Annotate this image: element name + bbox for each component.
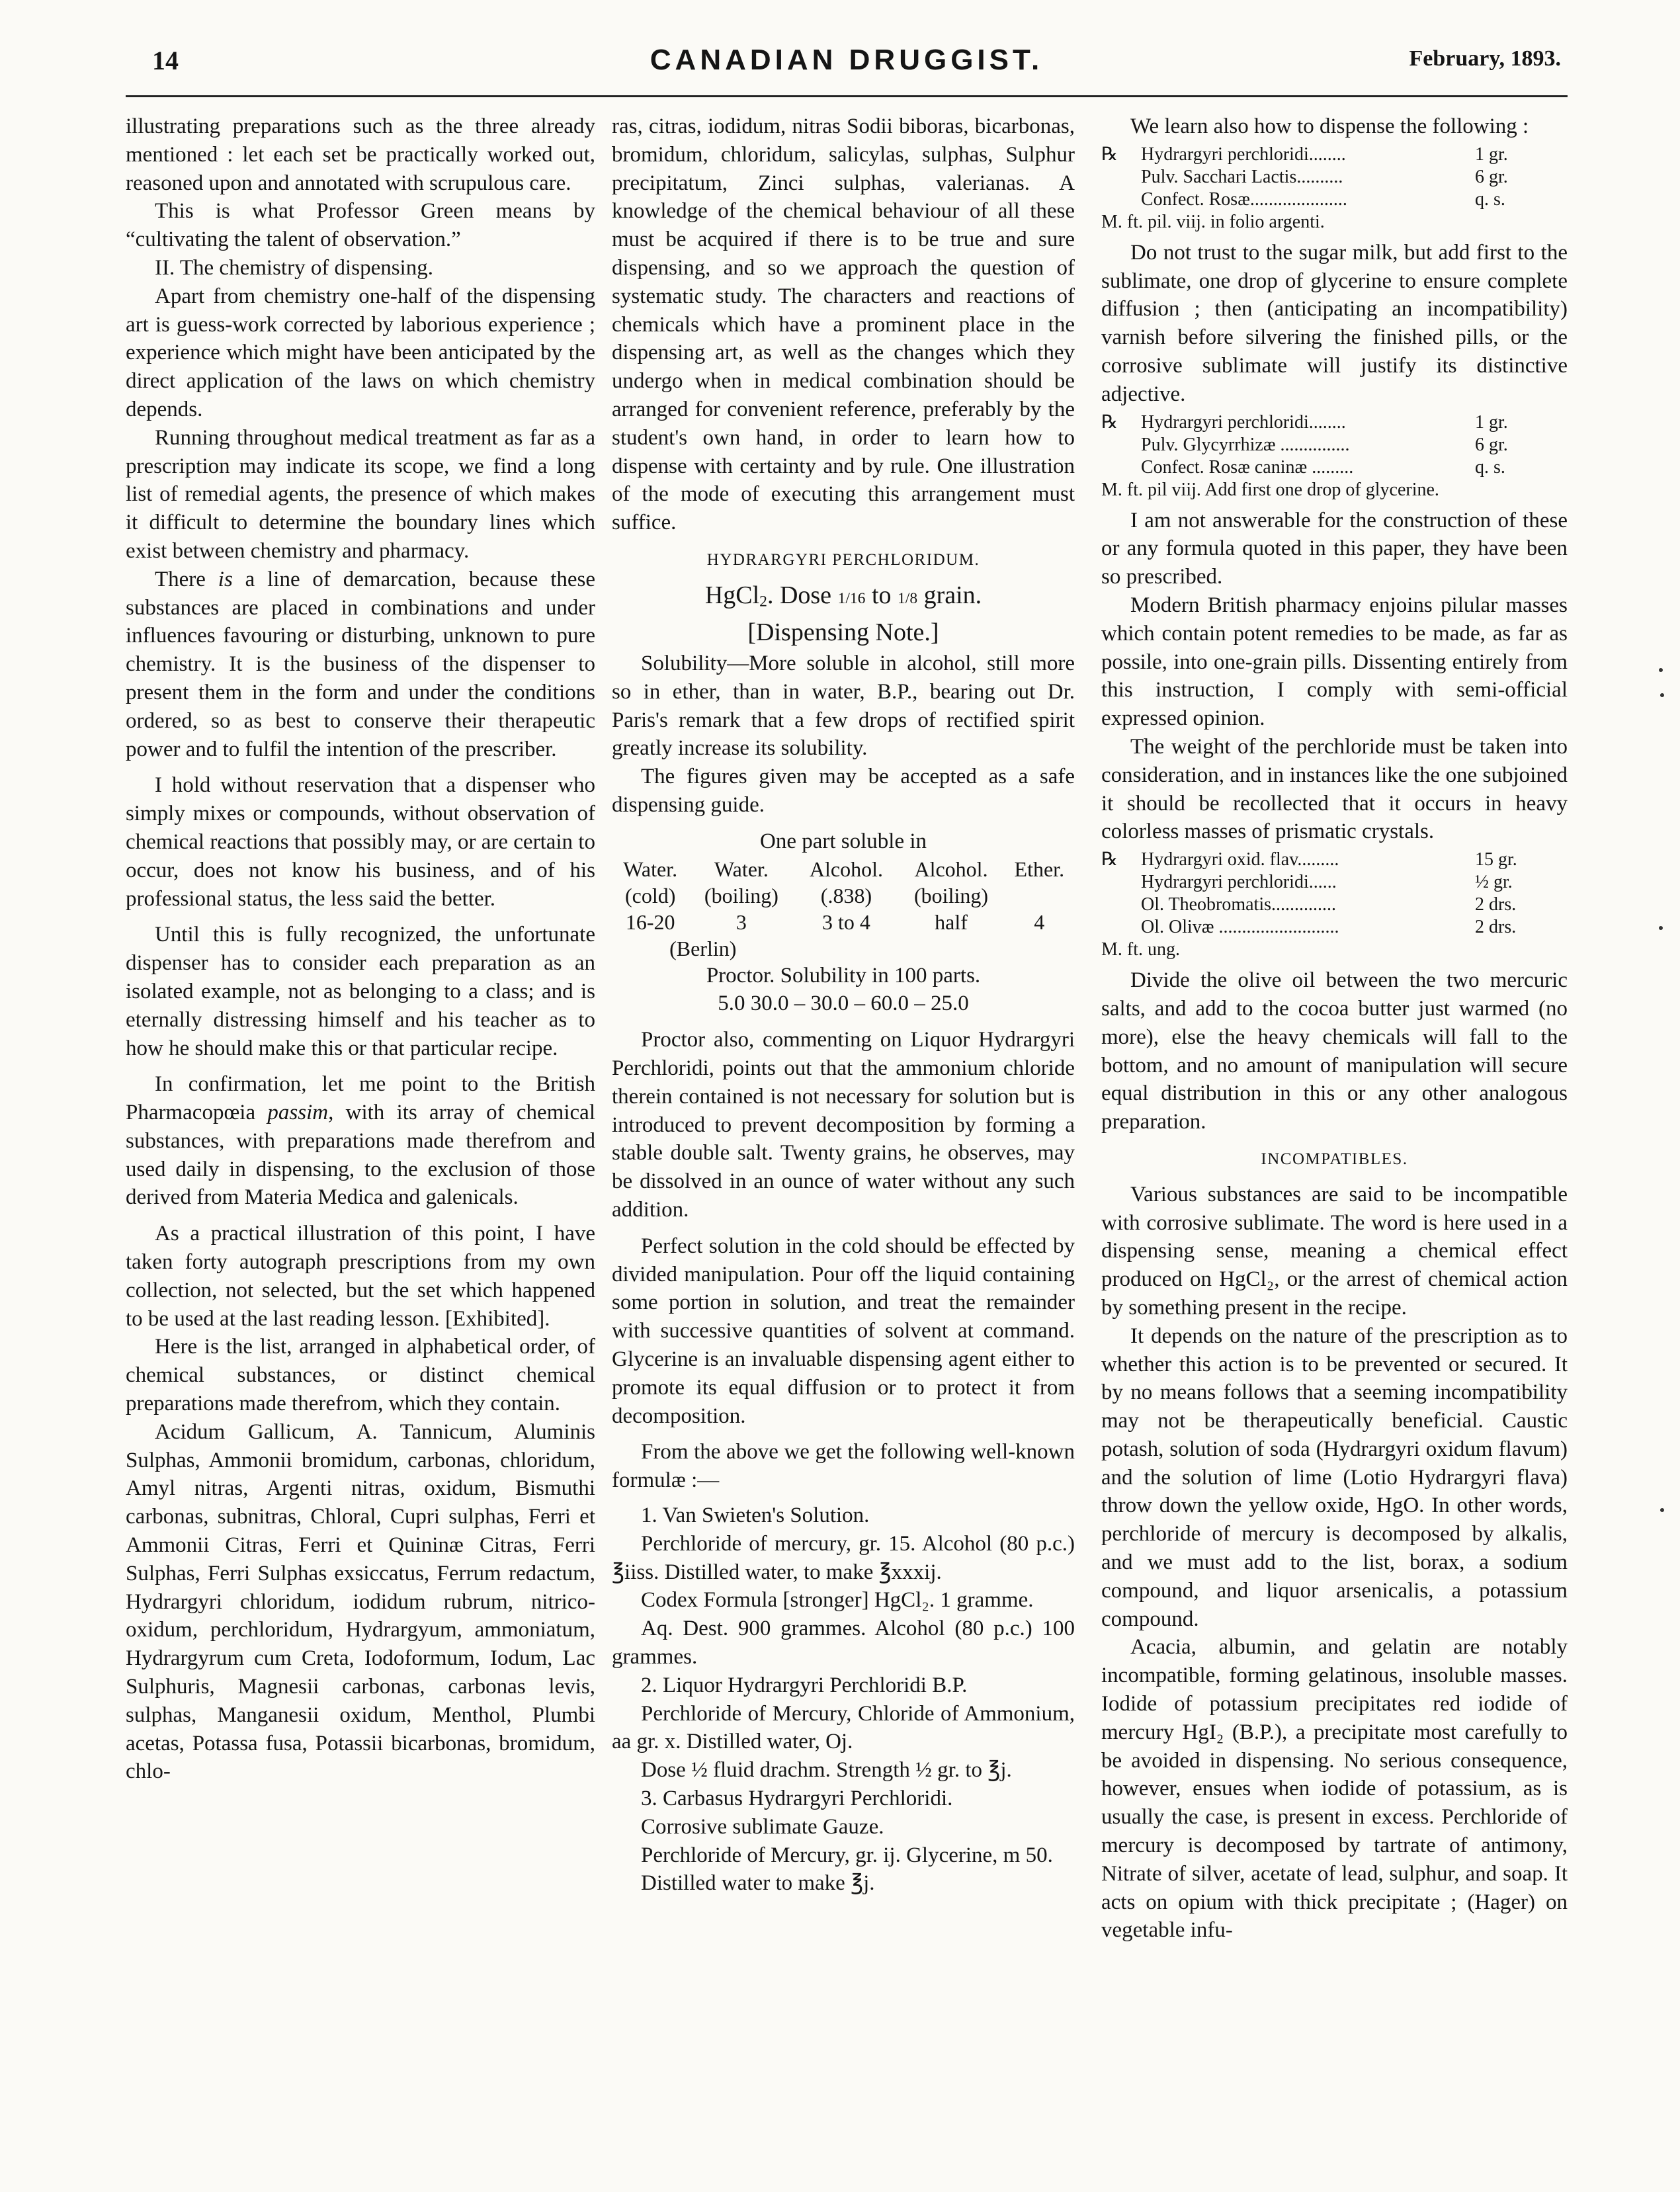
paragraph: Perchloride of Mercury, Chloride of Ammonium, aa gr. x. Distilled water, Oj. xyxy=(612,1701,1075,1754)
paragraph: Modern British pharmacy enjoins pilular masses which contain potent remedies to be made, as far as possile, into one-grain pills. Dissenting entirely from this instruction, I comply with semi-official expressed opinion. xyxy=(1101,593,1568,731)
formula-text: grain. xyxy=(917,581,982,609)
text-run: a line of demarcation, because these substances are placed in combinations and under influences favouring or disturbing, unknown to pure chemistry. It is the business of the dispenser to present them in the form and under the conditions ordered, so as best to conserve their therapeutic power and to fulfil the intention of the prescriber. xyxy=(126,567,595,761)
table-cell: half xyxy=(935,909,968,934)
paragraph: The weight of the perchloride must be taken into consideration, and in instances like the one subjoined it should be recollected that it occurs in heavy colorless masses of prismatic crystals. xyxy=(1101,734,1568,844)
scan-speck xyxy=(1659,668,1663,672)
page-header xyxy=(132,40,1561,79)
formula-text: . Dose xyxy=(767,581,838,609)
paragraph: Until this is fully recognized, the unfortunate dispenser has to consider each preparation as an isolated example, not as belonging to a class; and is eternally distressing himself and his teacher as to how he should make this or that particular recipe. xyxy=(126,923,595,1060)
table-cell: (.838) xyxy=(820,883,872,907)
table-cell xyxy=(794,935,1075,962)
paragraph: Running throughout medical treatment as far as a prescription may indicate its scope, we find a long list of remedial agents, the presence of which makes it difficult to determine the boundary lines which exist between chemistry and pharmacy. xyxy=(126,425,595,563)
prescription-note: M. ft. ung. xyxy=(1101,939,1180,960)
solubility-table xyxy=(612,856,1075,962)
prescription-line xyxy=(1101,411,1568,434)
page-number: 14 xyxy=(152,46,179,75)
ingredient: Hydrargyri perchloridi........ xyxy=(1141,411,1346,433)
prescription-line xyxy=(1101,189,1568,211)
paragraph: Perchloride of Mercury, gr. ij. Glycerine, m 50. xyxy=(641,1843,1053,1867)
formula-title: 3. Carbasus Hydrargyri Perchloridi. xyxy=(641,1786,953,1810)
paragraph: From the above we get the following well-known formulæ :— xyxy=(612,1440,1075,1493)
proctor-title: Proctor. Solubility in 100 parts. xyxy=(706,963,981,988)
paragraph xyxy=(126,566,595,764)
table-cell: 3 to 4 xyxy=(822,909,870,934)
table-cell: Alcohol. xyxy=(914,857,988,881)
paragraph: illustrating preparations such as the three already mentioned : let each set be practically worked out, reasoned upon and annotated with scrupulous care. xyxy=(126,114,595,195)
paragraph: Apart from chemistry one-half of the dispensing art is guess-work corrected by laborious experience ; experience which might have been anticipated by the direct application of the laws on which chemistry depends. xyxy=(126,284,595,421)
dose-fraction: 1/16 xyxy=(837,589,866,607)
paragraph: Acidum Gallicum, A. Tannicum, Aluminis Sulphas, Ammonii bromidum, carbonas, chloridum, Amyl nitras, Argenti nitras, oxidum, Bismuthi carbonas, subnitras, Chloral, Cupri sulphas, Ferri et Ammonii Citras, Ferri et Quininæ Citras, Ferri Sulphas, Ferri Sulphas exsiccatus, Ferrum redactum, Hydrargyri chloridum, iodidum rubrum, nitrico-oxidum, perchloridum, Hydrargyum, ammoniatum, Hydrargyrum cum Creta, Iodoformum, Iodum, Lac Sulphuris, Magnesii carbonas, carbonas levis, sulphas, Manganesii oxidum, Menthol, Plumbi acetas, Potassa fusa, Potassii bicarbonas, bromidum, chlo- xyxy=(126,1419,595,1784)
table-cell: (Berlin) xyxy=(669,936,737,960)
table-cell: 3 xyxy=(735,909,747,934)
column-1 xyxy=(126,112,595,1786)
quantity: ½ gr. xyxy=(1475,872,1513,893)
table-cell: Water. xyxy=(623,857,678,881)
prescription-2 xyxy=(1101,411,1568,501)
prescription-line xyxy=(1101,144,1568,166)
paragraph: Aq. Dest. 900 grammes. Alcohol (80 p.c.) 100 grammes. xyxy=(612,1617,1075,1669)
paragraph: Various substances are said to be incompatible with corrosive sublimate. The word is here used in a dispensing sense, meaning a chemical effect produced on HgCl₂, or the arrest of chemical action by something present in the recipe. xyxy=(1101,1182,1568,1320)
dose-formula xyxy=(612,581,1075,616)
ingredient: Pulv. Glycyrrhizæ ............... xyxy=(1141,434,1350,455)
section-heading: INCOMPATIBLES. xyxy=(1261,1150,1408,1168)
prescription-note: M. ft. pil. viij. in folio argenti. xyxy=(1101,211,1325,232)
table-cell: (boiling) xyxy=(704,883,778,907)
paragraph: The figures given may be accepted as a safe dispensing guide. xyxy=(612,765,1075,818)
ingredient: Confect. Rosæ caninæ ......... xyxy=(1141,456,1354,478)
paragraph: Perchloride of mercury, gr. 15. Alcohol (80 p.c.) ℥iiss. Distilled water, to make ℥xxxij. xyxy=(612,1531,1075,1584)
paragraph: Acacia, albumin, and gelatin are notably incompatible, forming gelatinous, insoluble masses. Iodide of potassium precipitates red iodide of mercury HgI₂ (B.P.), a precipitate most carefully to be avoided in dispensing. No serious consequence, however, ensues when iodide of potassium, as is usually the case, is present in excess. Perchloride of mercury is decomposed by tartrate of antimony, Nitrate of silver, acetate of lead, sulphur, and soap. It acts on opium with thick precipitate ; (Hager) on vegetable infu- xyxy=(1101,1635,1568,1943)
quantity: 2 drs. xyxy=(1475,917,1517,938)
scan-speck xyxy=(1659,926,1663,930)
table-cell: (boiling) xyxy=(914,883,988,907)
section-heading: HYDRARGYRI PERCHLORIDUM. xyxy=(706,550,980,569)
ingredient: Ol. Theobromatis.............. xyxy=(1141,894,1337,915)
paragraph: It depends on the nature of the prescription as to whether this action is to be prevented or secured. It by no means follows that a seeming incompatibility may not be therapeutically beneficial. Caustic potash, solution of soda (Hydrargyri oxidum flavum) and the solution of lime (Lotio Hydrargyri flava) throw down the yellow oxide, HgO. In other words, perchloride of mercury is decomposed by alkalis, and we must add to the list, borax, a sodium compound, and liquor arsenicalis, a potassium compound. xyxy=(1101,1324,1568,1631)
column-3 xyxy=(1101,112,1568,1945)
paragraph: We learn also how to dispense the following : xyxy=(1130,114,1529,138)
ingredient: Ol. Olivæ .......................... xyxy=(1141,917,1339,938)
text-run: In confirmation, let me point to the British Pharmacopœia xyxy=(126,1072,595,1125)
prescription-3 xyxy=(1101,849,1568,961)
paragraph: Corrosive sublimate Gauze. xyxy=(641,1814,884,1839)
formula-title: 1. Van Swieten's Solution. xyxy=(641,1503,870,1527)
formula-text: HgCl xyxy=(704,581,760,609)
journal-title: CANADIAN DRUGGIST. xyxy=(650,44,1044,76)
quantity: q. s. xyxy=(1475,189,1505,210)
paragraph xyxy=(126,1070,595,1212)
column-2 xyxy=(612,112,1075,1898)
emphasis: passim, xyxy=(267,1101,334,1125)
prescription-line xyxy=(1101,434,1568,456)
formula-title: 2. Liquor Hydrargyri Perchloridi B.P. xyxy=(641,1673,968,1697)
paragraph: ras, citras, iodidum, nitras Sodii biboras, bicarbonas, bromidum, chloridum, salicylas, sulphas, Sulphur precipitatum, Zinci sulphas, valerianas. A knowledge of the chemical behaviour of all these must be acquired if there is to be true and sure dispensing, and so we approach the question of systematic study. The characters and reactions of chemicals which have a prominent place in the dispensing art, as well as the changes which they undergo when in medical combination should be arranged for convenient reference, preferably by the student's own hand, in order to learn how to dispense with certainty and by rule. One illustration of the mode of executing this arrangement must suffice. xyxy=(612,114,1075,535)
paragraph: Distilled water to make ℥j. xyxy=(641,1871,875,1896)
recipe-symbol: ℞ xyxy=(1101,411,1118,433)
recipe-symbol: ℞ xyxy=(1101,144,1118,165)
text-run: There xyxy=(155,567,218,591)
text-run: with its array of chemical substances, with preparations made therefrom and used daily in dispensing, to the exclusion of those derived from Materia Medica and galenicals. xyxy=(126,1101,595,1210)
quantity: 2 drs. xyxy=(1475,894,1517,915)
quantity: 6 gr. xyxy=(1475,166,1508,187)
prescription-line xyxy=(1101,456,1568,479)
section-title: II. The chemistry of dispensing. xyxy=(155,255,433,280)
paragraph: This is what Professor Green means by “cultivating the talent of observation.” xyxy=(126,199,595,252)
issue-date: February, 1893. xyxy=(1409,46,1561,71)
paragraph: Codex Formula [stronger] HgCl₂. 1 gramme. xyxy=(641,1588,1034,1613)
proctor-values: 5.0 30.0 – 30.0 – 60.0 – 25.0 xyxy=(718,991,969,1016)
quantity: 6 gr. xyxy=(1475,434,1508,455)
dose-fraction: 1/8 xyxy=(898,589,918,607)
paragraph: Perfect solution in the cold should be effected by divided manipulation. Pour off the liquid containing some portion in solution, and treat the remainder with successive quantities of solvent at command. Glycerine is an invaluable dispensing agent either to promote its equal diffusion or to protect it from decomposition. xyxy=(612,1234,1075,1428)
ingredient: Confect. Rosæ..................... xyxy=(1141,189,1347,210)
table-row xyxy=(612,882,1075,909)
table-cell: 4 xyxy=(1034,909,1045,934)
table-row xyxy=(612,856,1075,882)
table-cell: 16-20 xyxy=(625,909,675,934)
recipe-symbol: ℞ xyxy=(1101,849,1118,870)
solubility-title: One part soluble in xyxy=(759,829,927,853)
ingredient: Hydrargyri perchloridi...... xyxy=(1141,872,1337,893)
quantity: q. s. xyxy=(1475,456,1505,478)
paragraph: I am not answerable for the construction of these or any formula quoted in this paper, they have been so prescribed. xyxy=(1101,508,1568,589)
ingredient: Pulv. Sacchari Lactis.......... xyxy=(1141,166,1343,187)
ingredient: Hydrargyri oxid. flav......... xyxy=(1141,849,1339,870)
prescription-note: M. ft. pil viij. Add first one drop of glycerine. xyxy=(1101,479,1439,500)
ingredient: Hydrargyri perchloridi........ xyxy=(1141,144,1346,165)
table-cell xyxy=(1004,882,1075,909)
table-cell: (cold) xyxy=(624,883,676,907)
paragraph: Solubility—More soluble in alcohol, still more so in ether, than in water, B.P., bearing out Dr. Paris's remark that a few drops of rectified spirit greatly increase its solubility. xyxy=(612,652,1075,761)
table-cell: Water. xyxy=(714,857,769,881)
paragraph: Proctor also, commenting on Liquor Hydrargyri Perchloridi, points out that the ammonium chloride therein contained is not necessary for solution but is introduced to prevent decomposition by forming a stable double salt. Twenty grains, he observes, may be dissolved in an ounce of water without any such addition. xyxy=(612,1028,1075,1222)
table-row xyxy=(612,935,1075,962)
paragraph: I hold without reservation that a dispenser who simply mixes or compounds, without observation of chemical reactions that possibly may, or are certain to occur, does not know his business, and of his professional status, the less said the better. xyxy=(126,773,595,911)
table-cell: Alcohol. xyxy=(809,857,883,881)
scan-speck xyxy=(1660,1508,1664,1512)
paragraph: Here is the list, arranged in alphabetical order, of chemical substances, or distinct chemical preparations made therefrom, which they contain. xyxy=(126,1335,595,1416)
prescription-line xyxy=(1101,916,1568,939)
table-row xyxy=(612,909,1075,935)
dispensing-note: [Dispensing Note.] xyxy=(747,618,939,647)
prescription-1 xyxy=(1101,144,1568,233)
paragraph: Divide the olive oil between the two mercuric salts, and add to the cocoa butter just warmed (no more), else the heavy chemicals will fall to the bottom, and no amount of manipulation will secure equal distribution in this or any other analogous preparation. xyxy=(1101,968,1568,1134)
scan-speck xyxy=(1660,693,1664,697)
header-rule xyxy=(126,95,1568,97)
table-cell: Ether. xyxy=(1014,857,1065,881)
paragraph: Dose ½ fluid drachm. Strength ½ gr. to ℥j. xyxy=(641,1758,1012,1783)
prescription-line xyxy=(1101,849,1568,871)
emphasis: is xyxy=(218,567,233,591)
quantity: 15 gr. xyxy=(1475,849,1517,870)
formula-text: to xyxy=(865,581,898,609)
paragraph: As a practical illustration of this point, I have taken forty autograph prescriptions from my own collection, not selected, but the set which happened to be used at the last reading lesson. [Exhibited]. xyxy=(126,1222,595,1331)
quantity: 1 gr. xyxy=(1475,411,1508,433)
prescription-line xyxy=(1101,894,1568,916)
formula-subscript: 2 xyxy=(759,593,767,611)
quantity: 1 gr. xyxy=(1475,144,1508,165)
prescription-line xyxy=(1101,166,1568,189)
prescription-line xyxy=(1101,871,1568,894)
paragraph: Do not trust to the sugar milk, but add first to the sublimate, one drop of glycerine to ensure complete diffusion ; then (anticipating an incompatibility) varnish before silvering the finished pills, or the corrosive sublimate will justify its distinctive adjective. xyxy=(1101,240,1568,406)
